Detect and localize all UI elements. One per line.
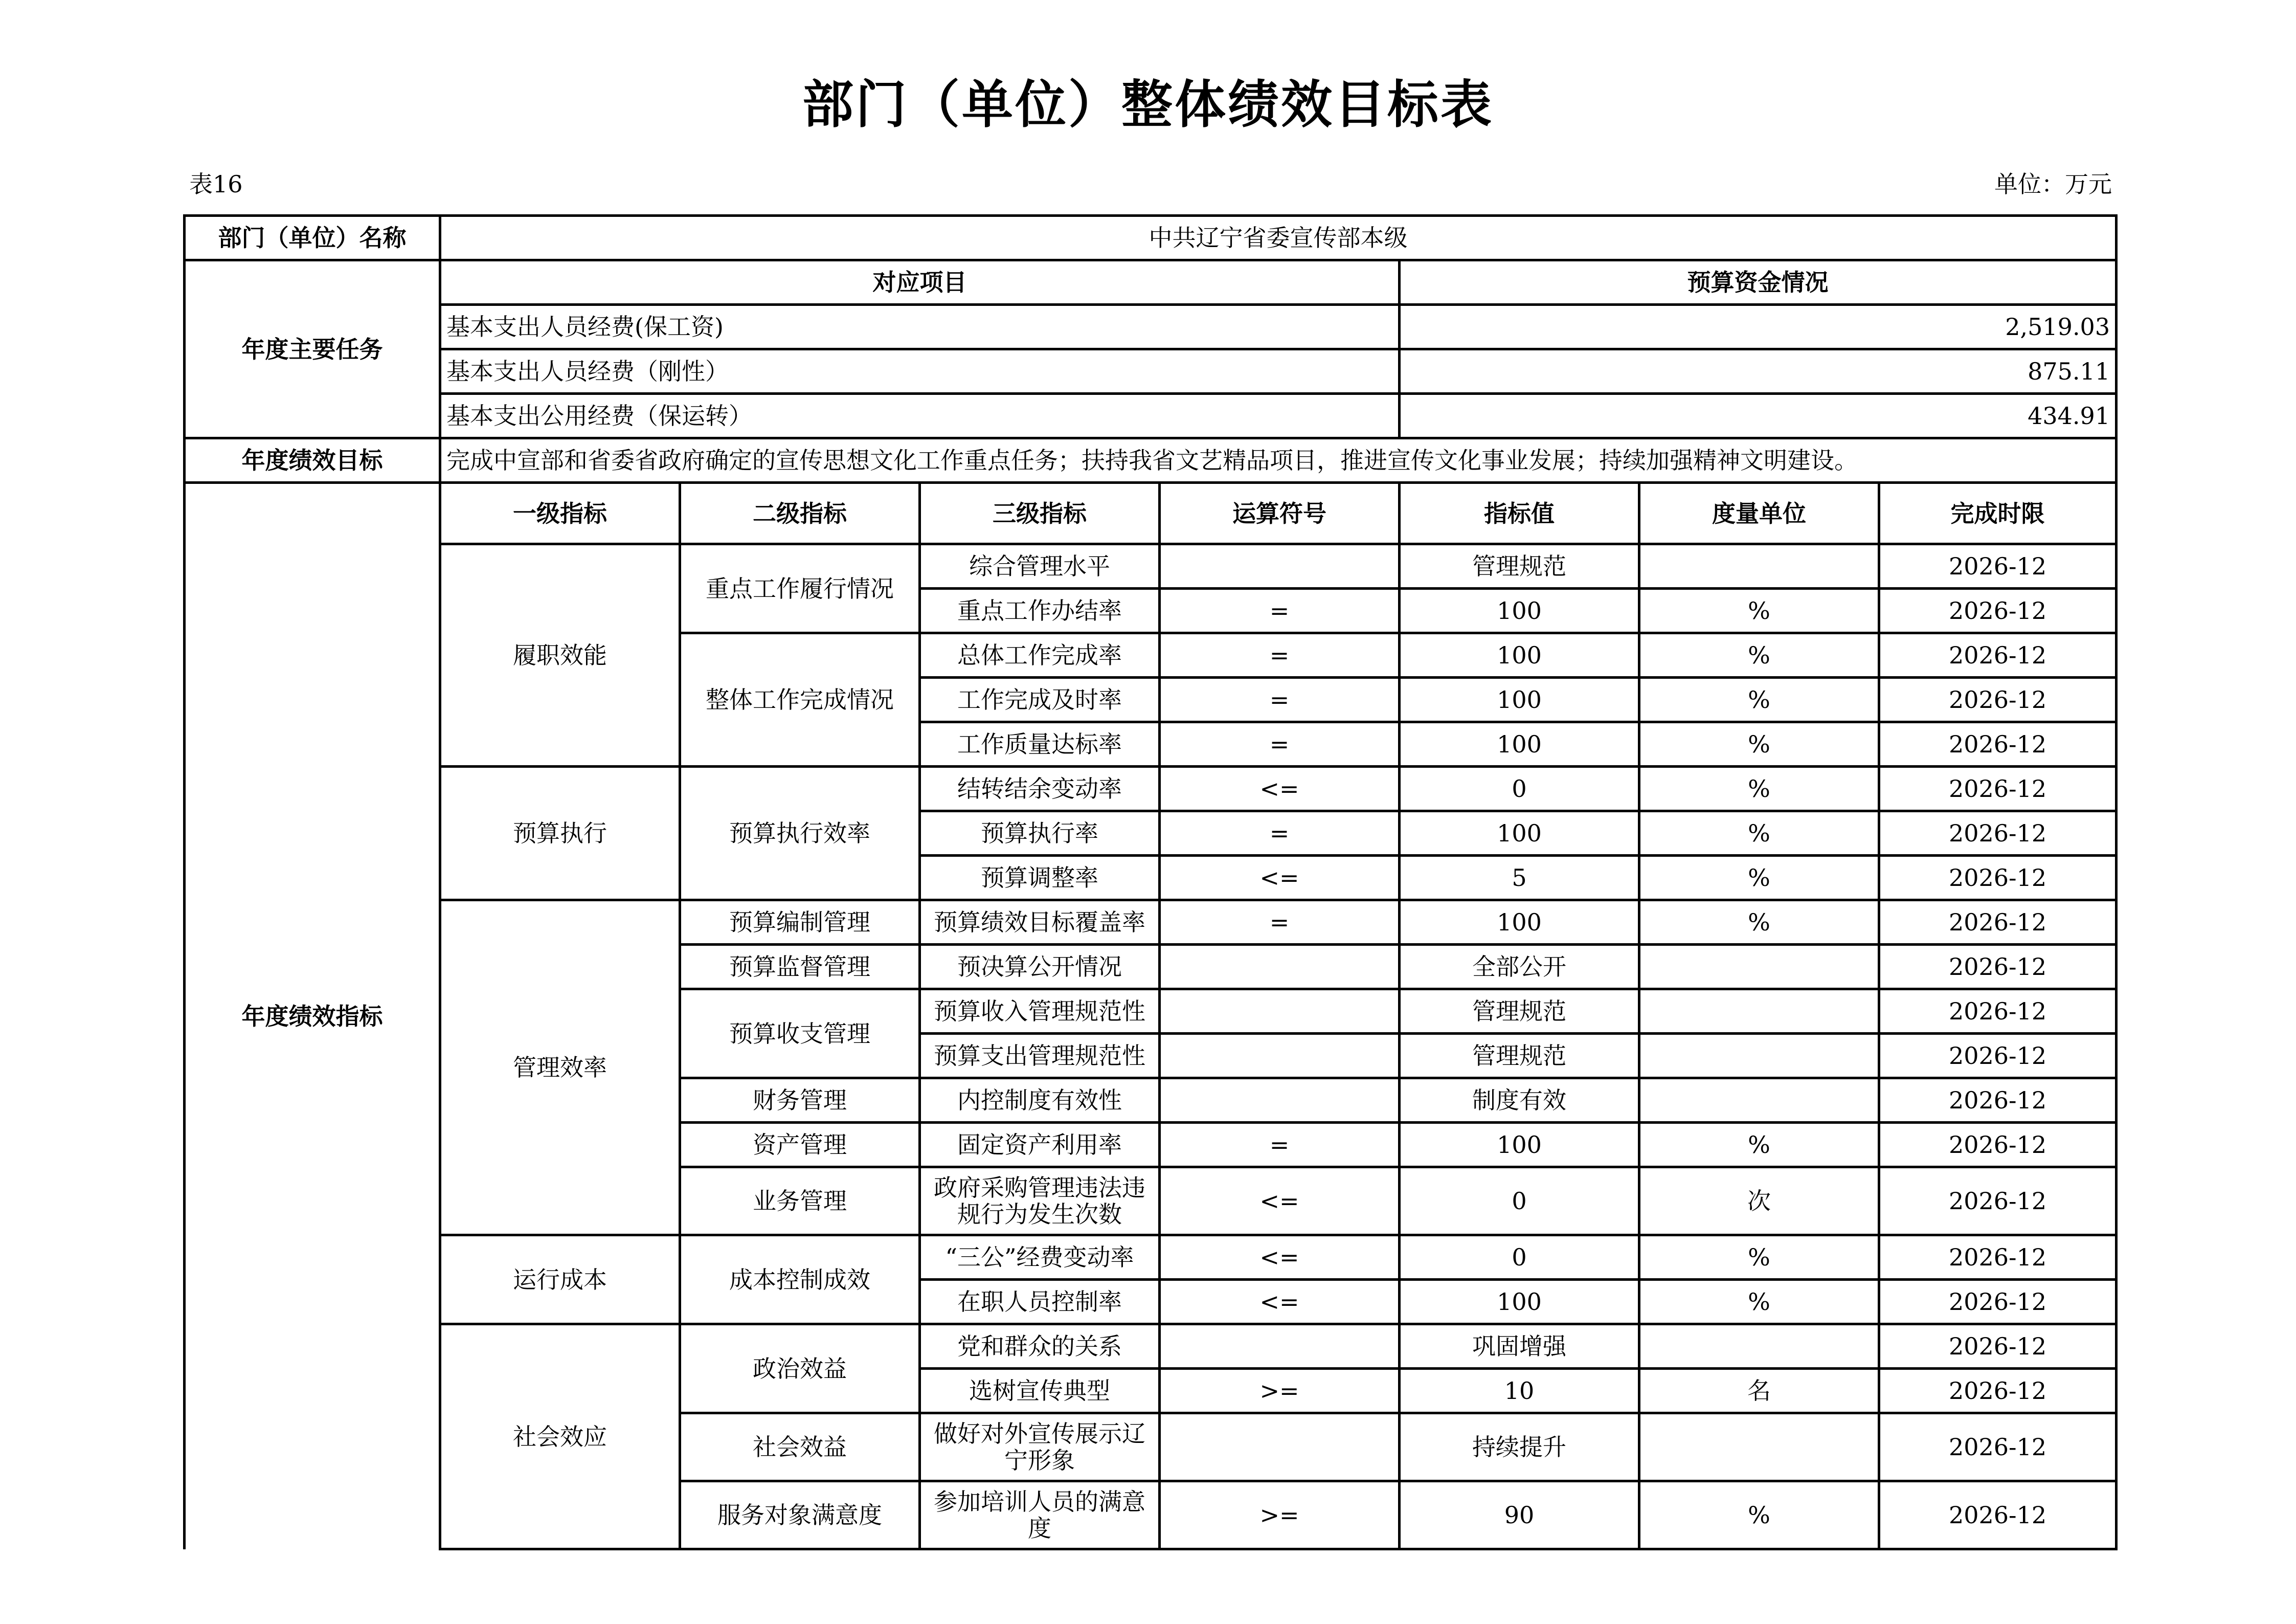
task-project: 基本支出人员经费（刚性）	[440, 349, 1400, 394]
indicator-operator: =	[1160, 1123, 1400, 1167]
indicator-operator	[1160, 1324, 1400, 1369]
indicator-l3: 预算收入管理规范性	[920, 989, 1160, 1034]
indicator-l2: 整体工作完成情况	[680, 633, 920, 767]
indicator-deadline: 2026-12	[1879, 589, 2117, 633]
task-project: 基本支出公用经费（保运转）	[440, 394, 1400, 438]
indicator-l3: 政府采购管理违法违规行为发生次数	[920, 1167, 1160, 1235]
indicator-deadline: 2026-12	[1879, 1167, 2117, 1235]
indicator-unit	[1639, 945, 1879, 989]
task-project: 基本支出人员经费(保工资)	[440, 305, 1400, 349]
task-budget: 875.11	[1400, 349, 2117, 394]
indicator-operator	[1160, 1413, 1400, 1481]
indicator-unit: %	[1639, 589, 1879, 633]
indicator-l3: 综合管理水平	[920, 544, 1160, 589]
indicator-row	[185, 900, 2117, 945]
indicator-unit: %	[1639, 633, 1879, 678]
indicator-l3: 选树宣传典型	[920, 1369, 1160, 1413]
indicator-deadline: 2026-12	[1879, 1034, 2117, 1078]
indicator-operator	[1160, 544, 1400, 589]
indicator-operator: <=	[1160, 856, 1400, 900]
indicator-header-row	[185, 483, 2117, 544]
indicator-l3: 总体工作完成率	[920, 633, 1160, 678]
page-title: 部门（单位）整体绩效目标表	[802, 75, 1494, 135]
indicator-operator: <=	[1160, 1235, 1400, 1280]
indicator-l1: 运行成本	[440, 1235, 680, 1324]
task-budget: 2,519.03	[1400, 305, 2117, 349]
indicator-header-l2: 二级指标	[680, 483, 920, 544]
task-row	[185, 305, 2117, 349]
indicator-value: 巩固增强	[1400, 1324, 1639, 1369]
indicator-l2: 预算编制管理	[680, 900, 920, 945]
indicator-l2: 重点工作履行情况	[680, 544, 920, 633]
indicator-unit: %	[1639, 1280, 1879, 1324]
indicator-deadline: 2026-12	[1879, 1123, 2117, 1167]
indicator-l2: 预算收支管理	[680, 989, 920, 1078]
indicator-deadline: 2026-12	[1879, 722, 2117, 767]
indicator-l2: 服务对象满意度	[680, 1481, 920, 1549]
annual-goal-row	[185, 438, 2117, 483]
indicator-row	[185, 1235, 2117, 1280]
indicator-operator	[1160, 1034, 1400, 1078]
indicator-operator: <=	[1160, 1167, 1400, 1235]
indicator-l2: 业务管理	[680, 1167, 920, 1235]
indicator-value: 管理规范	[1400, 989, 1639, 1034]
indicator-l3: “三公”经费变动率	[920, 1235, 1160, 1280]
indicator-operator: =	[1160, 678, 1400, 722]
indicator-deadline: 2026-12	[1879, 1369, 2117, 1413]
indicator-unit	[1639, 989, 1879, 1034]
indicator-l3: 参加培训人员的满意度	[920, 1481, 1160, 1549]
indicator-deadline: 2026-12	[1879, 544, 2117, 589]
performance-target-table	[183, 214, 2118, 1550]
indicator-unit	[1639, 1413, 1879, 1481]
indicator-value: 100	[1400, 589, 1639, 633]
indicator-l2: 财务管理	[680, 1078, 920, 1123]
indicator-deadline: 2026-12	[1879, 989, 2117, 1034]
indicator-l3: 预算调整率	[920, 856, 1160, 900]
dept-name-value: 中共辽宁省委宣传部本级	[440, 216, 2117, 260]
task-row	[185, 394, 2117, 438]
indicator-l3: 在职人员控制率	[920, 1280, 1160, 1324]
indicator-l3: 党和群众的关系	[920, 1324, 1160, 1369]
indicator-l1: 履职效能	[440, 544, 680, 767]
indicator-deadline: 2026-12	[1879, 678, 2117, 722]
annual-tasks-label: 年度主要任务	[185, 260, 440, 438]
indicator-header-value: 指标值	[1400, 483, 1639, 544]
indicator-l2: 政治效益	[680, 1324, 920, 1413]
indicator-row	[185, 1324, 2117, 1369]
indicator-value: 90	[1400, 1481, 1639, 1549]
indicator-unit: %	[1639, 678, 1879, 722]
indicator-value: 0	[1400, 1235, 1639, 1280]
indicator-unit	[1639, 544, 1879, 589]
indicator-deadline: 2026-12	[1879, 1280, 2117, 1324]
indicator-value: 100	[1400, 1123, 1639, 1167]
indicator-operator	[1160, 1078, 1400, 1123]
indicator-value: 0	[1400, 1167, 1639, 1235]
indicator-l2: 成本控制成效	[680, 1235, 920, 1324]
indicator-l3: 结转结余变动率	[920, 767, 1160, 811]
indicator-value: 全部公开	[1400, 945, 1639, 989]
indicator-unit	[1639, 1078, 1879, 1123]
indicator-value: 制度有效	[1400, 1078, 1639, 1123]
indicator-row	[185, 544, 2117, 589]
indicator-unit: %	[1639, 1481, 1879, 1549]
indicator-unit: %	[1639, 811, 1879, 856]
annual-goal-label: 年度绩效目标	[185, 438, 440, 483]
indicator-value: 100	[1400, 1280, 1639, 1324]
indicator-l3: 固定资产利用率	[920, 1123, 1160, 1167]
indicator-value: 0	[1400, 767, 1639, 811]
indicator-l2: 资产管理	[680, 1123, 920, 1167]
indicator-operator: >=	[1160, 1369, 1400, 1413]
indicator-operator: <=	[1160, 1280, 1400, 1324]
project-header: 对应项目	[440, 260, 1400, 305]
indicator-l2: 预算执行效率	[680, 767, 920, 900]
indicator-unit: %	[1639, 856, 1879, 900]
indicator-deadline: 2026-12	[1879, 900, 2117, 945]
indicator-l3: 做好对外宣传展示辽宁形象	[920, 1413, 1160, 1481]
indicator-l1: 管理效率	[440, 900, 680, 1235]
indicator-operator	[1160, 989, 1400, 1034]
indicator-value: 10	[1400, 1369, 1639, 1413]
indicator-unit: %	[1639, 1123, 1879, 1167]
indicator-operator: =	[1160, 633, 1400, 678]
indicator-l3: 预算执行率	[920, 811, 1160, 856]
indicator-l3: 预算绩效目标覆盖率	[920, 900, 1160, 945]
annual-indicators-label: 年度绩效指标	[185, 483, 440, 1549]
indicator-value: 100	[1400, 811, 1639, 856]
indicator-unit: %	[1639, 722, 1879, 767]
indicator-unit	[1639, 1034, 1879, 1078]
indicator-operator	[1160, 945, 1400, 989]
indicator-operator: =	[1160, 589, 1400, 633]
indicator-deadline: 2026-12	[1879, 767, 2117, 811]
indicator-unit: 次	[1639, 1167, 1879, 1235]
indicator-deadline: 2026-12	[1879, 811, 2117, 856]
indicator-deadline: 2026-12	[1879, 1078, 2117, 1123]
indicator-operator: =	[1160, 722, 1400, 767]
indicator-header-deadline: 完成时限	[1879, 483, 2117, 544]
dept-name-row	[185, 216, 2117, 260]
indicator-value: 管理规范	[1400, 1034, 1639, 1078]
dept-name-label: 部门（单位）名称	[185, 216, 440, 260]
indicator-deadline: 2026-12	[1879, 1324, 2117, 1369]
unit-label: 单位：万元	[1994, 170, 2112, 198]
indicator-value: 100	[1400, 722, 1639, 767]
indicator-unit: %	[1639, 1235, 1879, 1280]
indicator-l3: 工作完成及时率	[920, 678, 1160, 722]
indicator-l1: 预算执行	[440, 767, 680, 900]
indicator-unit: %	[1639, 900, 1879, 945]
indicator-header-l1: 一级指标	[440, 483, 680, 544]
indicator-l3: 内控制度有效性	[920, 1078, 1160, 1123]
budget-header: 预算资金情况	[1400, 260, 2117, 305]
indicator-deadline: 2026-12	[1879, 856, 2117, 900]
indicator-deadline: 2026-12	[1879, 1481, 2117, 1549]
indicator-deadline: 2026-12	[1879, 1235, 2117, 1280]
indicator-value: 5	[1400, 856, 1639, 900]
tasks-header-row	[185, 260, 2117, 305]
indicator-unit: 名	[1639, 1369, 1879, 1413]
indicator-header-operator: 运算符号	[1160, 483, 1400, 544]
indicator-header-unit: 度量单位	[1639, 483, 1879, 544]
indicator-operator: >=	[1160, 1481, 1400, 1549]
indicator-l3: 工作质量达标率	[920, 722, 1160, 767]
task-budget: 434.91	[1400, 394, 2117, 438]
indicator-operator: =	[1160, 811, 1400, 856]
task-row	[185, 349, 2117, 394]
indicator-l3: 预算支出管理规范性	[920, 1034, 1160, 1078]
indicator-l2: 预算监督管理	[680, 945, 920, 989]
indicator-l2: 社会效益	[680, 1413, 920, 1481]
indicator-value: 100	[1400, 633, 1639, 678]
table-number: 表16	[189, 170, 243, 198]
indicator-unit	[1639, 1324, 1879, 1369]
indicator-unit: %	[1639, 767, 1879, 811]
indicator-l3: 重点工作办结率	[920, 589, 1160, 633]
indicator-value: 100	[1400, 678, 1639, 722]
indicator-l1: 社会效应	[440, 1324, 680, 1549]
indicator-row	[185, 767, 2117, 811]
indicator-operator: =	[1160, 900, 1400, 945]
indicator-deadline: 2026-12	[1879, 945, 2117, 989]
indicator-header-l3: 三级指标	[920, 483, 1160, 544]
indicator-value: 100	[1400, 900, 1639, 945]
indicator-l3: 预决算公开情况	[920, 945, 1160, 989]
indicator-value: 持续提升	[1400, 1413, 1639, 1481]
annual-goal-text: 完成中宣部和省委省政府确定的宣传思想文化工作重点任务；扶持我省文艺精品项目，推进宣传文化事业发展；持续加强精神文明建设。	[440, 438, 2117, 483]
indicator-deadline: 2026-12	[1879, 633, 2117, 678]
indicator-deadline: 2026-12	[1879, 1413, 2117, 1481]
indicator-value: 管理规范	[1400, 544, 1639, 589]
indicator-operator: <=	[1160, 767, 1400, 811]
